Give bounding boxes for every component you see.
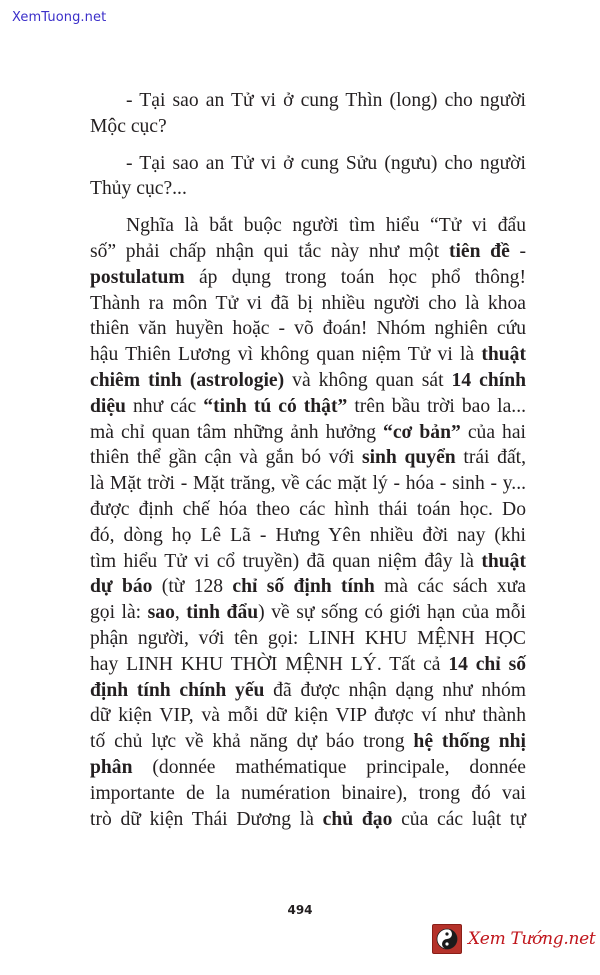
paragraph-line <box>90 265 526 291</box>
text-run: - <box>509 240 526 262</box>
spacer <box>90 140 526 151</box>
bold-term: thuật <box>481 344 526 366</box>
paragraph-line <box>90 213 526 239</box>
paragraph-line <box>90 445 526 471</box>
page-number: 494 <box>287 903 313 917</box>
text-run: số” phải chấp nhận qui tắc này như một <box>90 240 449 262</box>
site-watermark-link[interactable]: XemTuong.net <box>12 10 107 25</box>
text-run: được định chế hóa theo các hình thái toán học. Do <box>90 498 526 520</box>
text-run: Nghĩa là bắt buộc người tìm hiểu “Tử vi đẩu <box>126 215 526 237</box>
paragraph-line <box>90 807 526 833</box>
paragraph-line <box>90 574 526 600</box>
paragraph-line <box>90 652 526 678</box>
text-run: (từ 128 <box>152 576 233 598</box>
paragraph-line <box>90 729 526 755</box>
text-run: Thành ra môn Tử vi đã bị nhiều người cho là khoa <box>90 292 526 314</box>
text-run: tìm hiểu Tử vi cổ truyền) đã quan niệm đây là <box>90 550 482 572</box>
paragraph-line <box>90 471 526 497</box>
paragraph-line <box>90 497 526 523</box>
bold-term: chiêm tinh (astrologie) <box>90 369 285 391</box>
bold-term: 14 chỉ số <box>448 653 526 675</box>
paragraph-line <box>90 626 526 652</box>
text-run: áp dụng trong toán học phổ thông! <box>184 266 526 288</box>
bold-term: phân <box>90 756 133 778</box>
text-run: phận người, với tên gọi: LINH KHU MỆNH HỌC <box>90 627 526 649</box>
bold-term: hệ thống nhị <box>413 731 526 753</box>
text-run: trên bầu trời bao la... <box>347 395 526 417</box>
bold-term: postulatum <box>90 266 185 288</box>
bold-term: chủ đạo <box>322 808 393 830</box>
paragraph-line <box>90 368 526 394</box>
bold-term: “cơ bản” <box>383 421 461 443</box>
text-run: gọi là: <box>90 602 148 624</box>
text-run: của hai <box>460 421 526 443</box>
question-line: Mộc cục? <box>90 115 167 137</box>
text-run: thiên văn huyền hoặc - võ đoán! Nhóm nghiên cứu <box>90 318 526 340</box>
paragraph-line <box>90 239 526 265</box>
text-run: , <box>174 602 187 624</box>
paragraph-line <box>90 755 526 781</box>
bold-term: “tinh tú có thật” <box>203 395 348 417</box>
site-logo <box>432 921 595 957</box>
paragraph-line <box>90 781 526 807</box>
paragraph-line <box>90 523 526 549</box>
paragraph-line <box>90 342 526 368</box>
paragraph-line <box>90 420 526 446</box>
bold-term: sao <box>147 602 175 624</box>
text-run: là Mặt trời - Mặt trăng, về các mặt lý - hóa - sinh - y... <box>90 473 526 495</box>
text-run: trái đất, <box>455 447 526 469</box>
text-run: importante de la numération binaire), trong đó vai <box>90 782 526 804</box>
text-run: mà các sách xưa <box>374 576 526 598</box>
text-run: dữ kiện VIP, và mỗi dữ kiện VIP được ví như thành <box>90 705 526 727</box>
paragraph-line <box>90 291 526 317</box>
logo-text: Xem Tướng.net <box>468 929 596 949</box>
bold-term: tinh đẩu <box>186 602 259 624</box>
text-run: của các luật tự <box>392 808 526 830</box>
text-run: trò dữ kiện Thái Dương là <box>90 808 323 830</box>
paragraph-line <box>90 678 526 704</box>
bold-term: định tính chính yếu <box>90 679 265 701</box>
text-run: đó, dòng họ Lê Lã - Hưng Yên nhiều đời nay (khi <box>90 524 526 546</box>
spacer <box>90 202 526 213</box>
text-run: đã được nhận dạng như nhóm <box>264 679 526 701</box>
main-paragraph <box>90 213 526 832</box>
bold-term: sinh quyển <box>361 447 456 469</box>
text-run: hậu Thiên Lương vì không quan niệm Tử vi là <box>90 344 482 366</box>
bold-term: dự báo <box>90 576 153 598</box>
book-page-body <box>90 88 526 832</box>
text-run: thiên thể gần cận và gắn bó với <box>90 447 362 469</box>
bold-term: thuật <box>481 550 526 572</box>
bold-term: 14 chính <box>451 369 526 391</box>
paragraph-line <box>90 394 526 420</box>
text-run: ) về sự sống có giới hạn của mỗi <box>258 602 526 624</box>
yin-yang-icon <box>432 924 462 954</box>
question-line: Thủy cục?... <box>90 178 187 200</box>
question-line: - Tại sao an Tử vi ở cung Thìn (long) cho người <box>126 90 526 111</box>
bold-term: chỉ số định tính <box>232 576 375 598</box>
text-run: tố chủ lực về khả năng dự báo trong <box>90 731 414 753</box>
text-run: như các <box>125 395 204 417</box>
paragraph-line <box>90 316 526 342</box>
text-run: (donnée mathématique principale, donnée <box>132 756 526 778</box>
bold-term: tiên đề <box>448 240 510 262</box>
bold-term: diệu <box>90 395 126 417</box>
paragraph-line <box>90 600 526 626</box>
text-run: hay LINH KHU THỜI MỆNH LÝ. Tất cả <box>90 653 449 675</box>
question-line: - Tại sao an Tử vi ở cung Sửu (ngưu) cho người <box>126 152 526 174</box>
paragraph-line <box>90 549 526 575</box>
text-run: và không quan sát <box>284 369 452 391</box>
text-run: mà chỉ quan tâm những ảnh hưởng <box>90 421 384 443</box>
paragraph-line <box>90 703 526 729</box>
